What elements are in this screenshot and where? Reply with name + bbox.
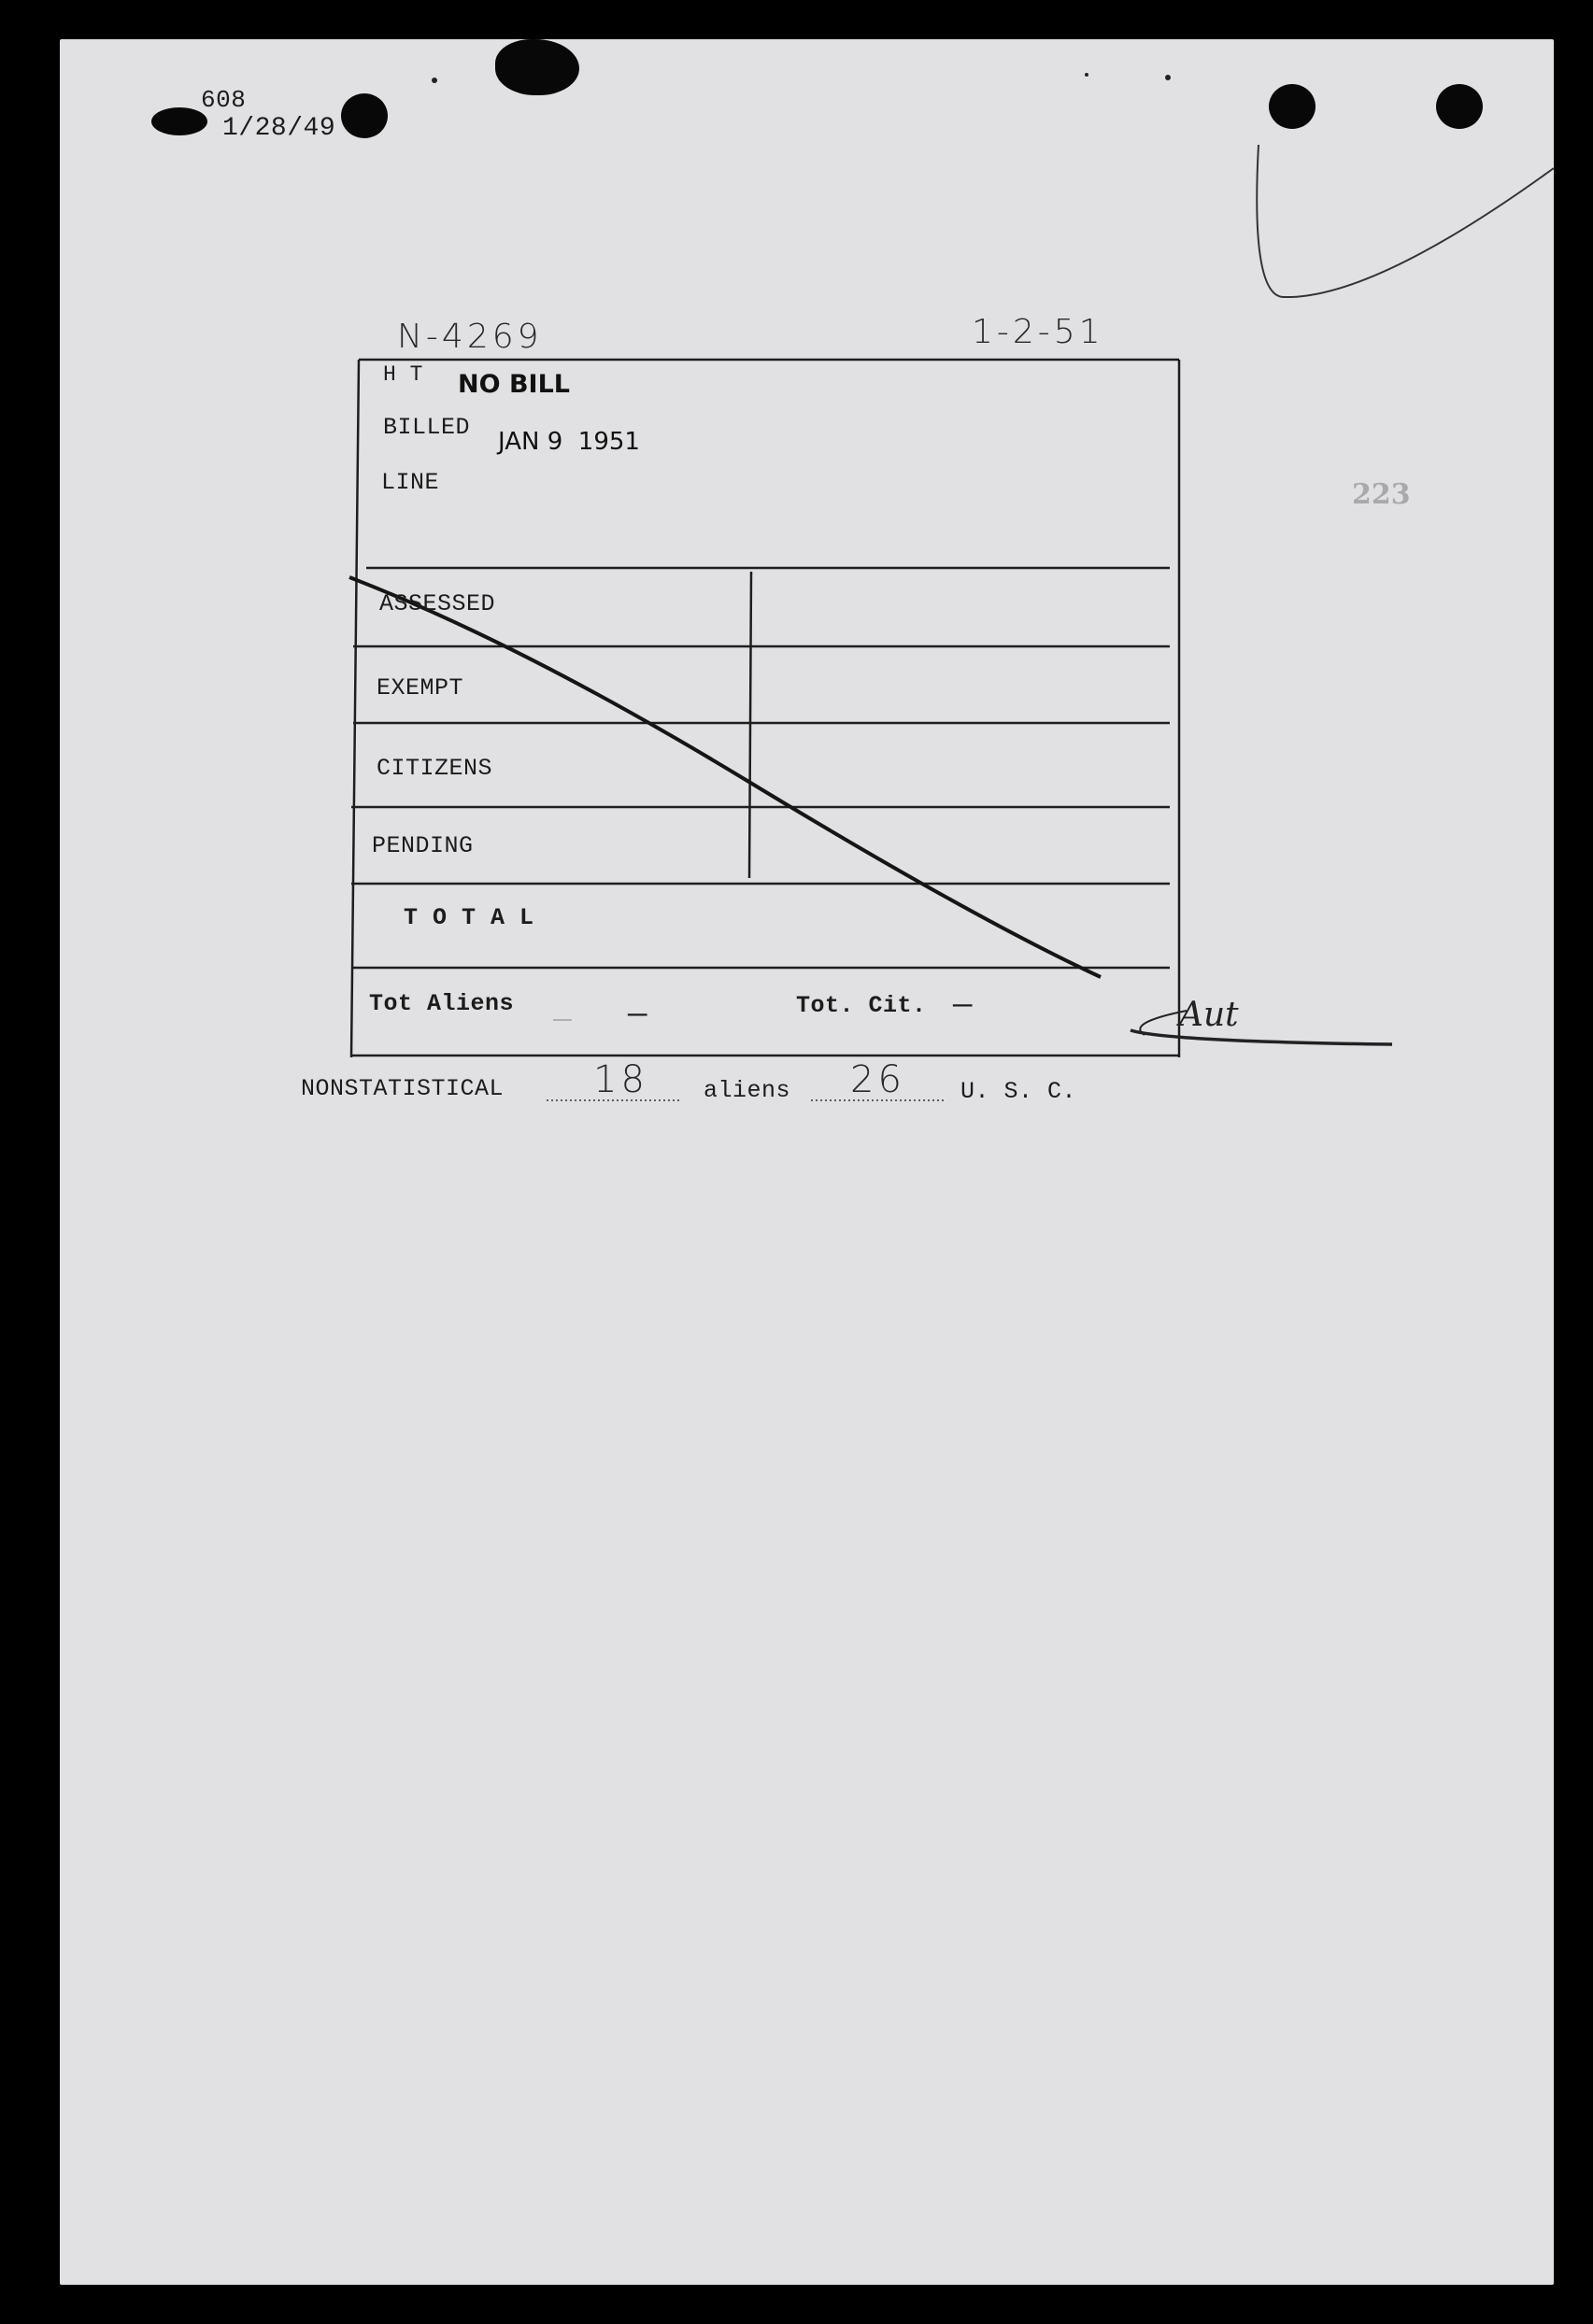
ht-label: H T [383, 362, 423, 387]
signature: Aut [1179, 996, 1239, 1034]
row-pending: PENDING [372, 832, 474, 859]
total-label: T O T A L [404, 904, 534, 931]
row-citizens: CITIZENS [377, 755, 493, 782]
case-number: N-4269 [397, 318, 543, 356]
billed-label: BILLED [383, 414, 471, 441]
line-label: LINE [381, 469, 440, 496]
tot-cit-value: — [953, 988, 973, 1024]
nonstatistical-label: NONSTATISTICAL [301, 1075, 505, 1102]
billed-date-stamp: JAN 9 1951 [498, 428, 640, 456]
corner-note-line2: 1/28/49 [222, 114, 336, 143]
tot-aliens-label: Tot Aliens [369, 990, 515, 1017]
date-written: 1-2-51 [972, 313, 1104, 351]
row-exempt: EXEMPT [377, 674, 464, 701]
usc-label: U. S. C. [960, 1078, 1077, 1105]
tot-aliens-value: — [628, 998, 647, 1033]
corner-note-line1: 608 [201, 86, 247, 114]
usc-count: 26 [850, 1058, 905, 1101]
row-assessed: ASSESSED [379, 590, 496, 617]
tot-cit-label: Tot. Cit. [796, 992, 927, 1019]
aliens-count: 18 [593, 1058, 648, 1101]
aliens-label: aliens [704, 1077, 791, 1104]
no-bill-stamp: NO BILL [458, 370, 570, 399]
page-number: 223 [1352, 478, 1411, 511]
